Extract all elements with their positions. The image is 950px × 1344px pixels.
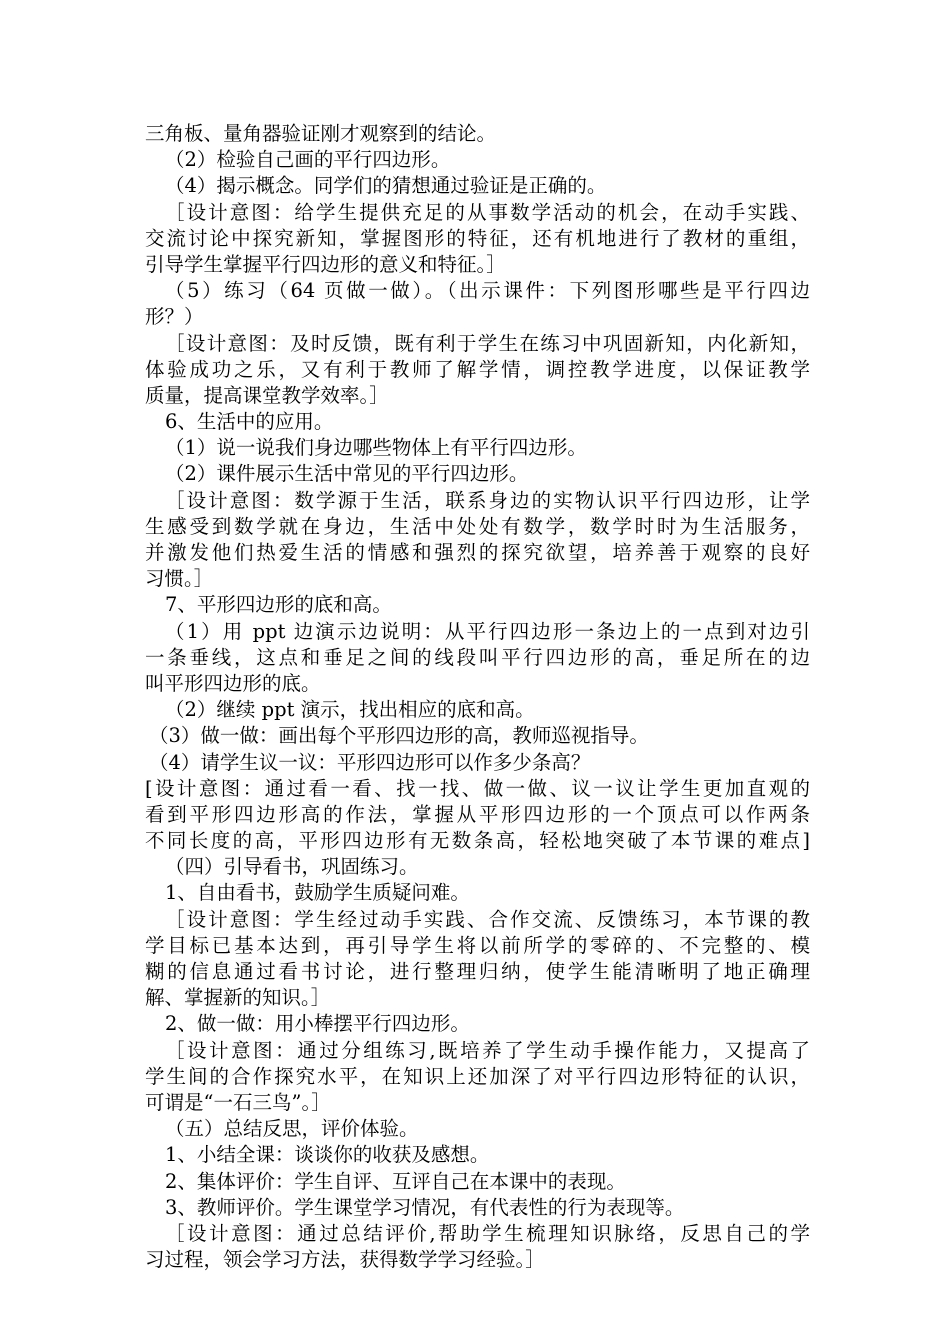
text-line: （1）说一说我们身边哪些物体上有平行四边形。 (165, 436, 587, 460)
text-line: （五）总结反思，评价体验。 (165, 1117, 419, 1141)
text-line: 并激发他们热爱生活的情感和强烈的探究欲望，培养善于观察的良好 (145, 541, 810, 564)
text-line: ［设计意图：数学源于生活，联系身边的实物认识平行四边形，让学 (165, 488, 810, 512)
text-line: 不同长度的高，平形四边形有无数条高，轻松地突破了本节课的难点] (145, 829, 810, 853)
text-line: （4）揭示概念。同学们的猜想通过验证是正确的。 (165, 174, 607, 198)
text-line: 7、平形四边形的底和高。 (165, 593, 392, 617)
text-line: 3、教师评价。学生课堂学习情况，有代表性的行为表现等。 (165, 1195, 685, 1219)
text-line: 形？） (145, 305, 204, 329)
text-line: （2）课件展示生活中常见的平行四边形。 (165, 462, 529, 486)
text-line: 2、集体评价：学生自评、互评自己在本课中的表现。 (165, 1169, 626, 1193)
text-line: [设计意图：通过看一看、找一找、做一做、议一议让学生更加直观的 (145, 776, 810, 800)
text-line: 一条垂线，这点和垂足之间的线段叫平行四边形的高，垂足所在的边 (145, 645, 810, 669)
text-line: ［设计意图：通过总结评价,帮助学生梳理知识脉络，反思自己的学 (165, 1221, 810, 1245)
text-line: ［设计意图：通过分组练习,既培养了学生动手操作能力，又提高了 (165, 1038, 810, 1062)
text-line: 三角板、量角器验证刚才观察到的结论。 (145, 122, 497, 145)
text-line: ［设计意图：学生经过动手实践、合作交流、反馈练习，本节课的教 (165, 907, 810, 931)
text-line: （5）练习（64 页做一做）。（出示课件：下列图形哪些是平行四边 (165, 279, 810, 303)
text-line: 交流讨论中探究新知，掌握图形的特征，还有机地进行了教材的重组， (145, 226, 810, 250)
text-line: 质量，提高课堂教学效率。］ (145, 383, 389, 407)
text-line: 2、做一做：用小棒摆平行四边形。 (165, 1012, 470, 1036)
text-line: 习过程，领会学习方法，获得数学学习经验。］ (145, 1248, 545, 1272)
text-line: 可谓是“一石三鸟”。］ (145, 1090, 331, 1114)
text-line: （四）引导看书，巩固练习。 (165, 855, 419, 879)
text-line: 解、掌握新的知识。］ (145, 986, 331, 1010)
text-line: 叫平形四边形的底。 (145, 671, 321, 695)
text-line: 糊的信息通过看书讨论，进行整理归纳，使学生能清晰明了地正确理 (145, 960, 810, 983)
text-line: （2）继续 ppt 演示，找出相应的底和高。 (165, 698, 535, 722)
text-line: ［设计意图：及时反馈，既有利于学生在练习中巩固新知，内化新知， (165, 331, 810, 355)
text-line: ［设计意图：给学生提供充足的从事数学活动的机会，在动手实践、 (165, 200, 810, 224)
text-line: 体验成功之乐，又有利于教师了解学情，调控教学进度，以保证教学 (145, 357, 810, 381)
text-line: （2）检验自己画的平行四边形。 (165, 148, 451, 172)
text-line: （4）请学生议一议：平形四边形可以作多少条高？ (149, 750, 591, 774)
text-line: （1）用 ppt 边演示边说明：从平行四边形一条边上的一点到对边引 (165, 619, 810, 643)
text-line: 6、生活中的应用。 (165, 410, 334, 434)
text-line: 看到平形四边形高的作法，掌握从平形四边形的一个顶点可以作两条 (145, 802, 810, 826)
text-line: 学生间的合作探究水平，在知识上还加深了对平行四边形特征的认识， (145, 1064, 810, 1088)
document-body (145, 121, 810, 1273)
text-line: 1、小结全课：谈谈你的收获及感想。 (165, 1143, 490, 1167)
text-line: （3）做一做：画出每个平形四边形的高，教师巡视指导。 (149, 724, 649, 748)
text-line: 引导学生掌握平行四边形的意义和特征。］ (145, 252, 506, 276)
text-line: 学目标已基本达到，再引导学生将以前所学的零碎的、不完整的、模 (145, 933, 810, 957)
text-line: 1、自由看书，鼓励学生质疑问难。 (165, 881, 470, 905)
text-line: 生感受到数学就在身边，生活中处处有数学，数学时时为生活服务， (145, 514, 810, 538)
text-line: 习惯。］ (145, 567, 214, 591)
